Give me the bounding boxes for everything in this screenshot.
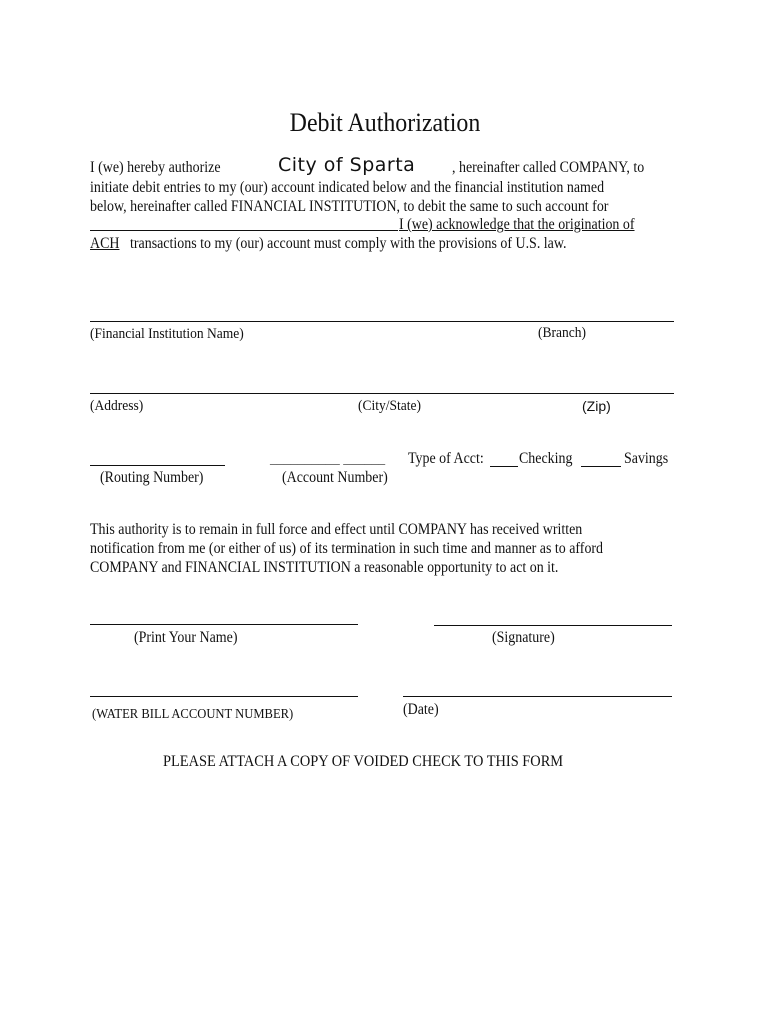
checking-blank[interactable] <box>490 466 518 467</box>
para1-line1-suffix: , hereinafter called COMPANY, to <box>452 159 645 176</box>
checking-label: Checking <box>519 450 573 467</box>
water-bill-account-line[interactable] <box>90 696 358 697</box>
para2-line2: notification from me (or either of us) of its termination in such time and manner as to afford <box>90 540 604 557</box>
signature-line[interactable] <box>434 625 672 626</box>
address-label: (Address) <box>90 398 144 414</box>
print-name-label: (Print Your Name) <box>134 629 238 646</box>
financial-institution-line[interactable] <box>90 321 674 322</box>
address-line[interactable] <box>90 393 674 394</box>
signature-label: (Signature) <box>492 629 555 646</box>
savings-blank[interactable] <box>581 466 621 467</box>
routing-number-label: (Routing Number) <box>100 469 204 486</box>
date-line[interactable] <box>403 696 672 697</box>
account-for-blank-line[interactable] <box>90 230 398 231</box>
document-title: Debit Authorization <box>289 108 481 137</box>
date-label: (Date) <box>403 701 439 718</box>
zip-label: (Zip) <box>582 398 611 414</box>
para2-line3: COMPANY and FINANCIAL INSTITUTION a reasonable opportunity to act on it. <box>90 559 559 576</box>
print-name-line[interactable] <box>90 624 358 625</box>
para1-line2: initiate debit entries to my (our) account indicated below and the financial institution named <box>90 179 605 196</box>
para2-line1: This authority is to remain in full force and effect until COMPANY has received written <box>90 521 583 538</box>
para1-line3: below, hereinafter called FINANCIAL INSTITUTION, to debit the same to such account for <box>90 198 609 215</box>
savings-label: Savings <box>624 450 669 467</box>
financial-institution-label: (Financial Institution Name) <box>90 326 244 342</box>
routing-number-line[interactable] <box>90 465 225 466</box>
para1-line1-prefix: I (we) hereby authorize <box>90 159 221 176</box>
footer-note: PLEASE ATTACH A COPY OF VOIDED CHECK TO THIS FORM <box>163 753 564 770</box>
para1-line4: I (we) acknowledge that the origination of <box>399 216 635 233</box>
company-name: City of Sparta <box>278 154 416 176</box>
branch-label: (Branch) <box>538 325 586 341</box>
para1-line5: transactions to my (our) account must comply with the provisions of U.S. law. <box>130 235 567 252</box>
ach-word: ACH <box>90 235 120 252</box>
account-number-label: (Account Number) <box>282 469 388 486</box>
city-state-label: (City/State) <box>358 398 421 414</box>
type-of-acct-label: Type of Acct: <box>408 450 484 467</box>
water-bill-account-label: (WATER BILL ACCOUNT NUMBER) <box>92 707 294 722</box>
account-number-blanks[interactable]: __________ ______ <box>270 450 386 467</box>
